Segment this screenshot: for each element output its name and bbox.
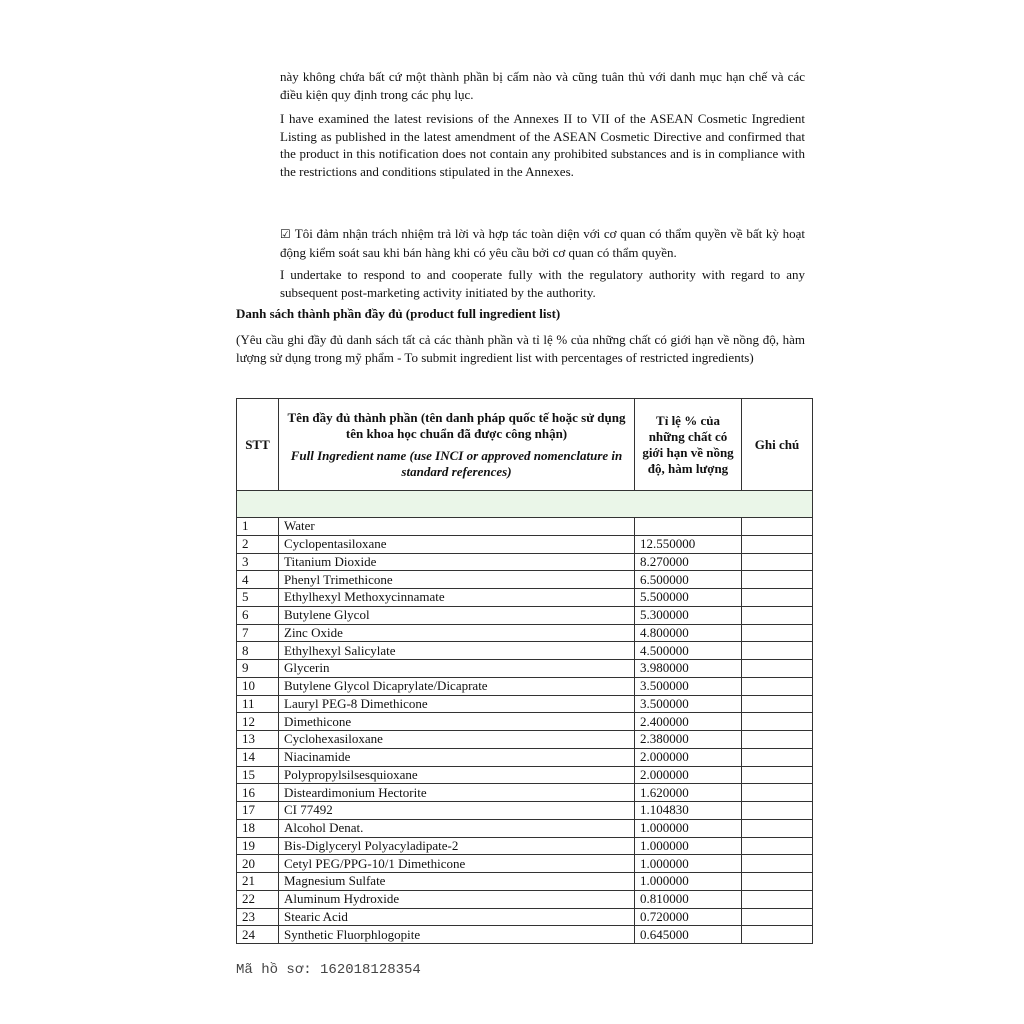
cell-percent: 0.810000 — [635, 890, 742, 908]
table-row — [237, 926, 813, 944]
table-row — [237, 873, 813, 891]
cell-note — [742, 553, 813, 571]
cell-ingredient-name: Water — [279, 518, 635, 536]
cell-ingredient-name: Cyclopentasiloxane — [279, 535, 635, 553]
cell-percent: 1.000000 — [635, 819, 742, 837]
cell-stt: 14 — [237, 748, 279, 766]
table-row — [237, 802, 813, 820]
cell-note — [742, 571, 813, 589]
cell-note — [742, 784, 813, 802]
cell-stt: 18 — [237, 819, 279, 837]
header-stt: STT — [237, 399, 279, 491]
table-row — [237, 677, 813, 695]
cell-percent: 6.500000 — [635, 571, 742, 589]
table-row — [237, 908, 813, 926]
file-code: Mã hồ sơ: 162018128354 — [236, 962, 421, 978]
cell-note — [742, 695, 813, 713]
header-ingredient-name — [279, 399, 635, 491]
cell-stt: 8 — [237, 642, 279, 660]
cell-percent: 3.980000 — [635, 660, 742, 678]
cell-stt: 3 — [237, 553, 279, 571]
cell-ingredient-name: Niacinamide — [279, 748, 635, 766]
cell-ingredient-name: Aluminum Hydroxide — [279, 890, 635, 908]
cell-stt: 1 — [237, 518, 279, 536]
cell-percent: 1.000000 — [635, 873, 742, 891]
section-note: (Yêu cầu ghi đầy đủ danh sách tất cả các thành phần và tỉ lệ % của những chất có giới hạn về nồng độ, hàm lượng sử dụng trong mỹ phẩm - To submit ingredient list with percentages of restricted ingredients) — [236, 332, 805, 365]
cell-note — [742, 624, 813, 642]
section-title: Danh sách thành phần đầy đủ (product full ingredient list) — [236, 306, 561, 321]
cell-ingredient-name: Zinc Oxide — [279, 624, 635, 642]
cell-note — [742, 855, 813, 873]
table-row — [237, 624, 813, 642]
cell-percent: 1.000000 — [635, 837, 742, 855]
cell-percent — [635, 518, 742, 536]
cell-ingredient-name: Lauryl PEG-8 Dimethicone — [279, 695, 635, 713]
cell-stt: 9 — [237, 660, 279, 678]
paragraph-en-compliance: I have examined the latest revisions of the Annexes II to VII of the ASEAN Cosmetic Ingredient Listing as published in the latest amendment of the ASEAN Cosmetic Directive and confirmed that the product in this notification does not contain any prohibited substances and is in compliance with the restrictions and conditions stipulated in the Annexes. — [280, 111, 805, 179]
cell-stt: 19 — [237, 837, 279, 855]
paragraph-vi-compliance: này không chứa bất cứ một thành phần bị cấm nào và cũng tuân thủ với danh mục hạn chế và các điều kiện quy định trong các phụ lục. — [280, 69, 805, 102]
table-row — [237, 837, 813, 855]
table-row — [237, 571, 813, 589]
cell-note — [742, 766, 813, 784]
cell-stt: 24 — [237, 926, 279, 944]
cell-ingredient-name: Stearic Acid — [279, 908, 635, 926]
cell-stt: 10 — [237, 677, 279, 695]
cell-ingredient-name: Synthetic Fluorphlogopite — [279, 926, 635, 944]
cell-note — [742, 926, 813, 944]
cell-stt: 22 — [237, 890, 279, 908]
cell-note — [742, 731, 813, 749]
cell-ingredient-name: Magnesium Sulfate — [279, 873, 635, 891]
cell-ingredient-name: Cyclohexasiloxane — [279, 731, 635, 749]
cell-stt: 6 — [237, 606, 279, 624]
header-name-vi: Tên đầy đủ thành phần (tên danh pháp quốc tế hoặc sử dụng tên khoa học chuẩn đã được công nhận) — [287, 409, 626, 441]
cell-ingredient-name: Butylene Glycol — [279, 606, 635, 624]
header-note: Ghi chú — [742, 399, 813, 491]
cell-stt: 16 — [237, 784, 279, 802]
cell-ingredient-name: Dimethicone — [279, 713, 635, 731]
cell-ingredient-name: Alcohol Denat. — [279, 819, 635, 837]
header-percent: Tỉ lệ % của những chất có giới hạn về nồng độ, hàm lượng — [635, 399, 742, 491]
cell-stt: 7 — [237, 624, 279, 642]
table-row — [237, 606, 813, 624]
table-row — [237, 535, 813, 553]
cell-ingredient-name: Ethylhexyl Salicylate — [279, 642, 635, 660]
cell-note — [742, 908, 813, 926]
cell-stt: 12 — [237, 713, 279, 731]
cell-stt: 17 — [237, 802, 279, 820]
cell-percent: 1.104830 — [635, 802, 742, 820]
table-row — [237, 713, 813, 731]
cell-stt: 13 — [237, 731, 279, 749]
cell-stt: 2 — [237, 535, 279, 553]
table-row — [237, 660, 813, 678]
cell-note — [742, 713, 813, 731]
cell-note — [742, 802, 813, 820]
table-row — [237, 766, 813, 784]
cell-percent: 8.270000 — [635, 553, 742, 571]
cell-percent: 1.620000 — [635, 784, 742, 802]
paragraph-vi-undertaking — [280, 225, 805, 261]
table-spacer-row — [237, 491, 813, 518]
cell-note — [742, 890, 813, 908]
cell-note — [742, 606, 813, 624]
table-header-row — [237, 399, 813, 491]
cell-ingredient-name: Polypropylsilsesquioxane — [279, 766, 635, 784]
cell-ingredient-name: Bis-Diglyceryl Polyacyladipate-2 — [279, 837, 635, 855]
cell-ingredient-name: Butylene Glycol Dicaprylate/Dicaprate — [279, 677, 635, 695]
cell-ingredient-name: Titanium Dioxide — [279, 553, 635, 571]
cell-ingredient-name: CI 77492 — [279, 802, 635, 820]
table-row — [237, 819, 813, 837]
cell-note — [742, 677, 813, 695]
cell-percent: 4.800000 — [635, 624, 742, 642]
cell-note — [742, 589, 813, 607]
cell-percent: 0.720000 — [635, 908, 742, 926]
cell-ingredient-name: Glycerin — [279, 660, 635, 678]
cell-stt: 5 — [237, 589, 279, 607]
table-row — [237, 642, 813, 660]
cell-percent: 2.380000 — [635, 731, 742, 749]
cell-note — [742, 873, 813, 891]
cell-percent: 5.500000 — [635, 589, 742, 607]
cell-note — [742, 518, 813, 536]
cell-note — [742, 819, 813, 837]
cell-note — [742, 748, 813, 766]
cell-stt: 11 — [237, 695, 279, 713]
table-row — [237, 695, 813, 713]
cell-stt: 20 — [237, 855, 279, 873]
cell-ingredient-name: Disteardimonium Hectorite — [279, 784, 635, 802]
undertaking-vi-text: Tôi đảm nhận trách nhiệm trả lời và hợp tác toàn diện với cơ quan có thẩm quyền về bất kỳ hoạt động kiểm soát sau khi bán hàng khi có yêu cầu bởi cơ quan có thẩm quyền. — [280, 226, 805, 260]
table-row — [237, 748, 813, 766]
cell-stt: 23 — [237, 908, 279, 926]
cell-stt: 21 — [237, 873, 279, 891]
cell-percent: 5.300000 — [635, 606, 742, 624]
cell-percent: 2.000000 — [635, 766, 742, 784]
table-row — [237, 553, 813, 571]
table-row — [237, 784, 813, 802]
cell-percent: 2.000000 — [635, 748, 742, 766]
cell-note — [742, 535, 813, 553]
table-row — [237, 890, 813, 908]
cell-stt: 15 — [237, 766, 279, 784]
checked-box-icon: ☑ — [280, 227, 291, 241]
cell-ingredient-name: Ethylhexyl Methoxycinnamate — [279, 589, 635, 607]
cell-note — [742, 660, 813, 678]
cell-percent: 3.500000 — [635, 677, 742, 695]
table-row — [237, 731, 813, 749]
cell-stt: 4 — [237, 571, 279, 589]
paragraph-en-undertaking: I undertake to respond to and cooperate fully with the regulatory authority with regard to any subsequent post-marketing activity initiated by the authority. — [280, 267, 805, 300]
cell-ingredient-name: Cetyl PEG/PPG-10/1 Dimethicone — [279, 855, 635, 873]
table-row — [237, 855, 813, 873]
cell-percent: 3.500000 — [635, 695, 742, 713]
cell-percent: 2.400000 — [635, 713, 742, 731]
table-row — [237, 518, 813, 536]
cell-note — [742, 837, 813, 855]
header-name-en: Full Ingredient name (use INCI or approved nomenclature in standard references) — [290, 447, 623, 479]
cell-ingredient-name: Phenyl Trimethicone — [279, 571, 635, 589]
table-row — [237, 589, 813, 607]
cell-note — [742, 642, 813, 660]
cell-percent: 4.500000 — [635, 642, 742, 660]
ingredient-table — [236, 398, 813, 944]
cell-percent: 1.000000 — [635, 855, 742, 873]
cell-percent: 0.645000 — [635, 926, 742, 944]
cell-percent: 12.550000 — [635, 535, 742, 553]
